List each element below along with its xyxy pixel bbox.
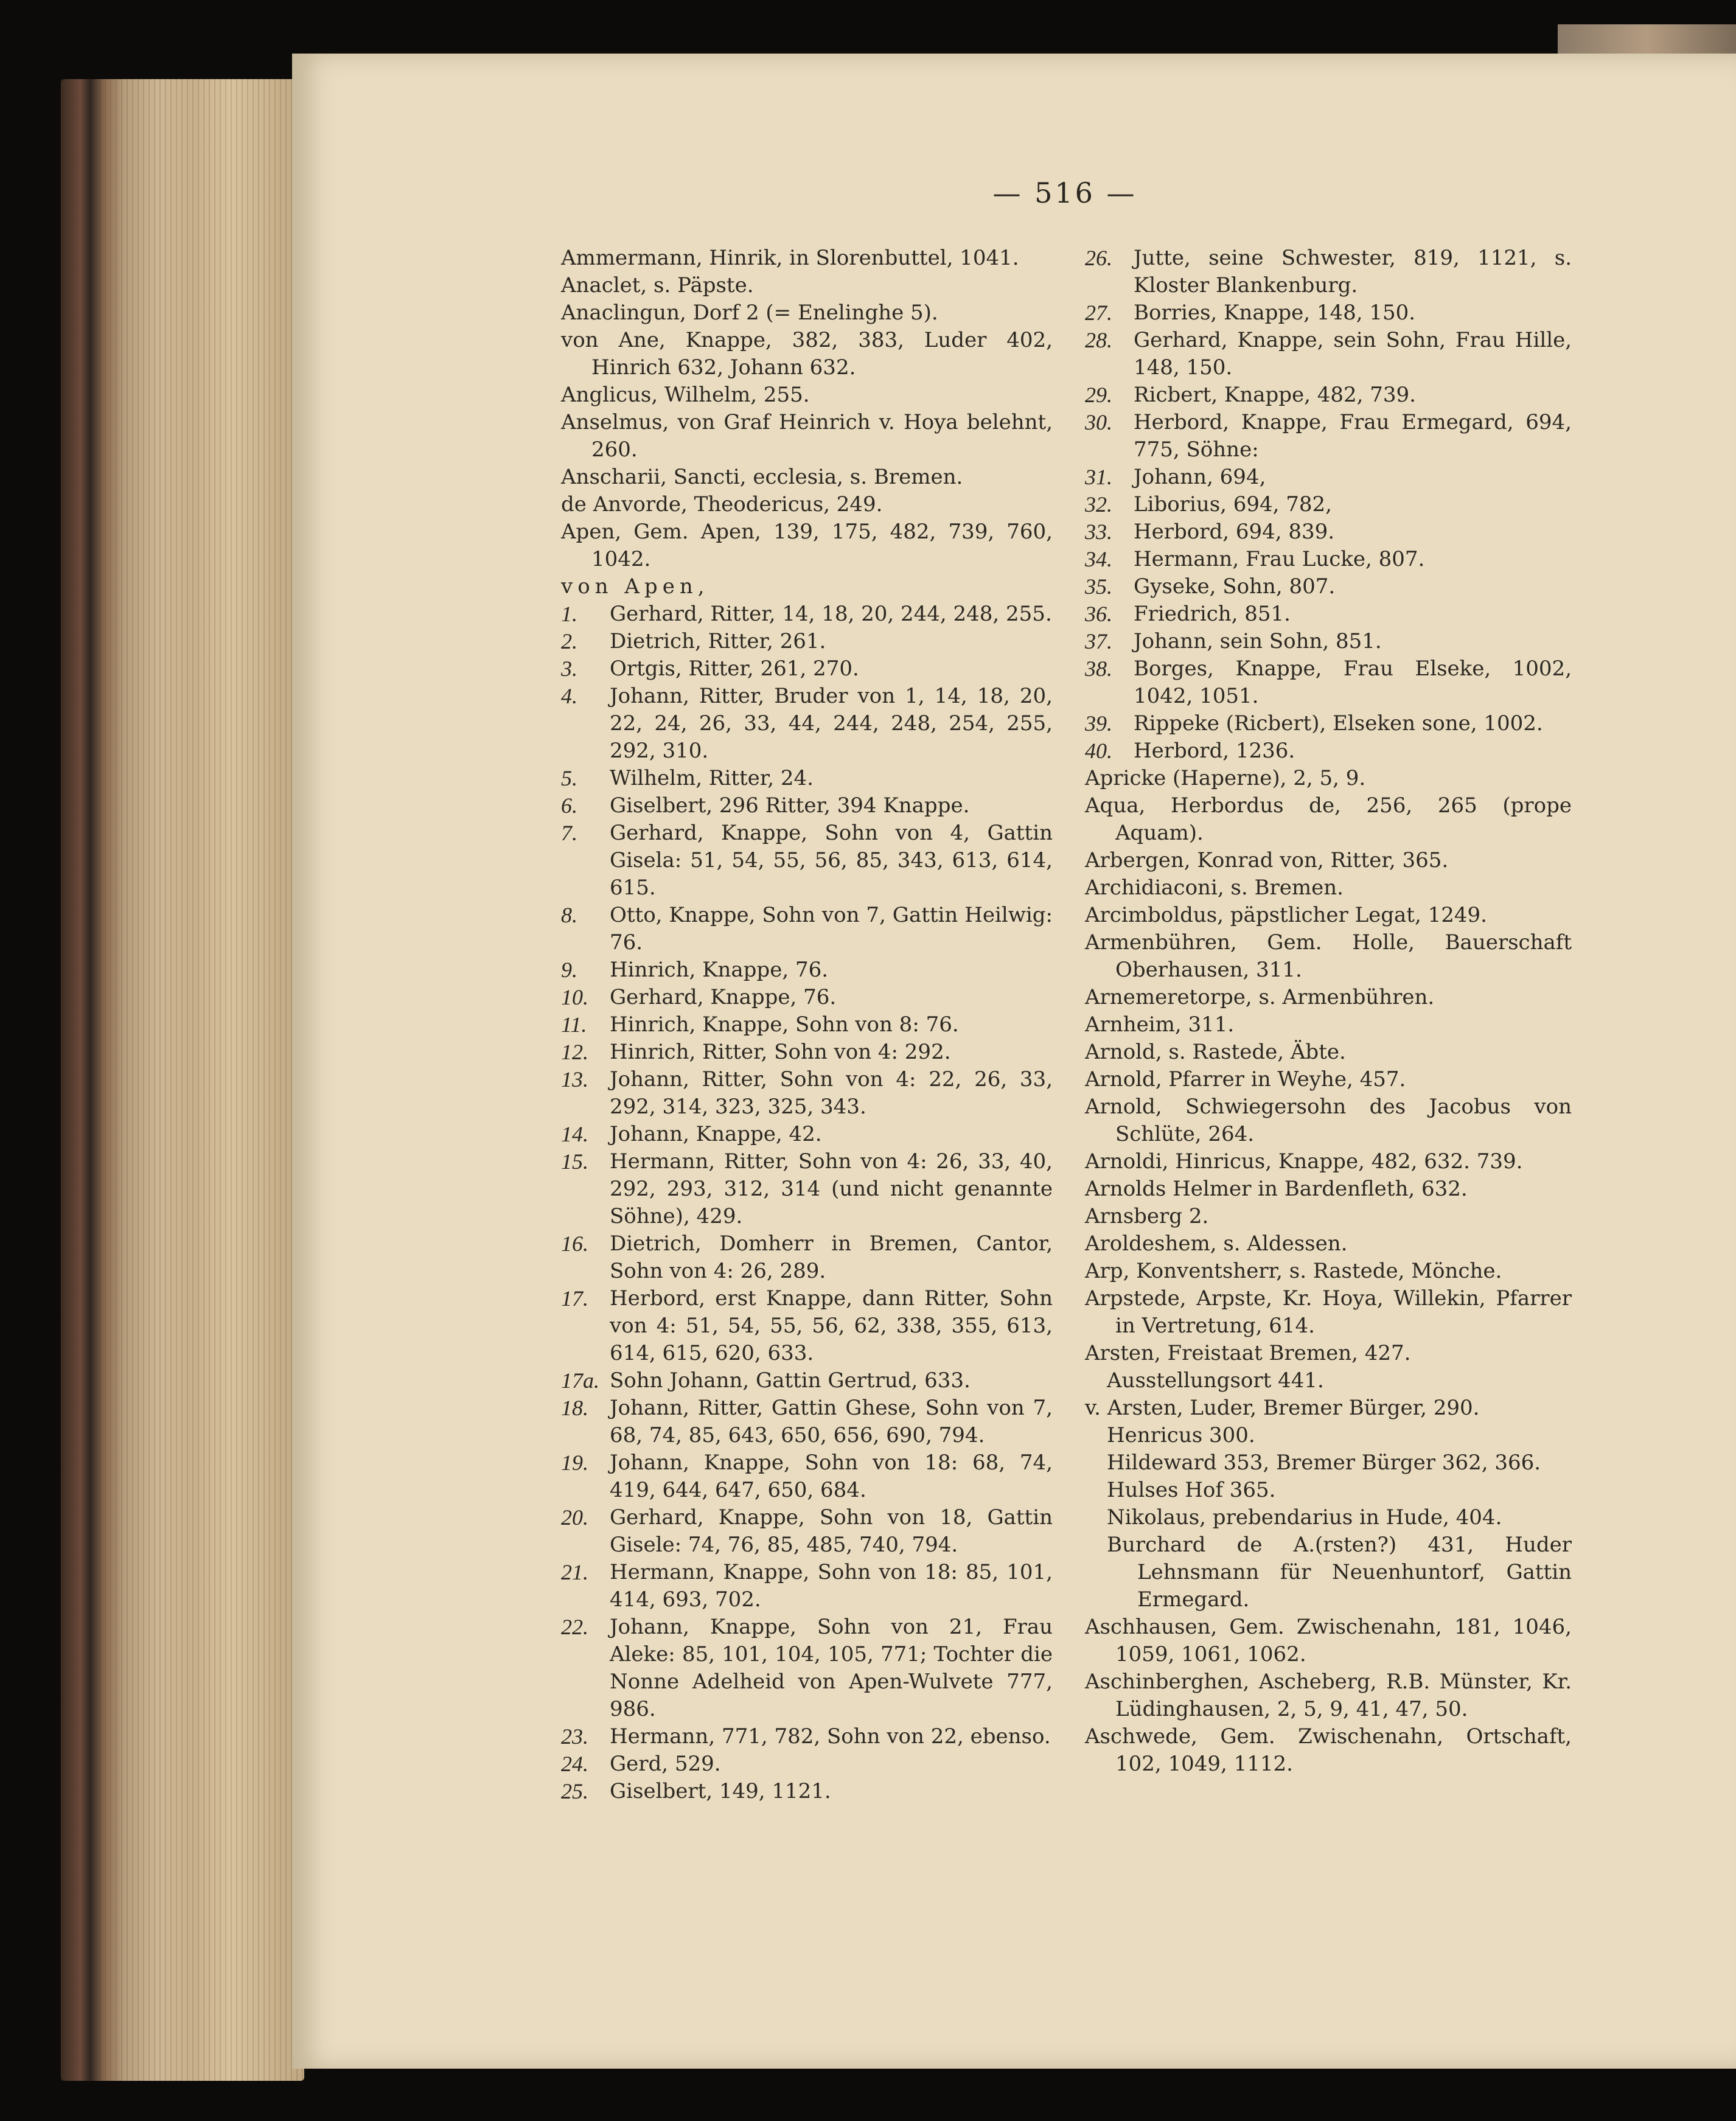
index-entry: Aschwede, Gem. Zwischenahn, Ortschaft, 102, 1049, 1112. — [1085, 1724, 1572, 1776]
entry-number: 39. — [1085, 711, 1112, 736]
numbered-index-entry — [561, 1778, 1053, 1805]
numbered-index-entry — [561, 1011, 1053, 1039]
book-page-edges — [61, 79, 304, 2081]
entry-text: Hinrich, Ritter, Sohn von 4: 292. — [610, 1040, 951, 1064]
entry-number: 21. — [561, 1560, 588, 1584]
entry-text: Johann, Ritter, Bruder von 1, 14, 18, 20, 22, 24, 26, 33, 44, 244, 248, 254, 255, 292, 310. — [610, 684, 1053, 763]
entry-number: 12. — [561, 1040, 588, 1064]
index-entry: Burchard de A.(rsten?) 431, Huder Lehnsmann für Neuenhuntorf, Gattin Ermegard. — [1107, 1533, 1572, 1612]
entry-number: 29. — [1085, 383, 1112, 407]
index-entry: Arnolds Helmer in Bardenfleth, 632. — [1085, 1177, 1468, 1201]
entry-text: Hermann, Frau Lucke, 807. — [1134, 547, 1425, 571]
entry-text: Borges, Knappe, Frau Elseke, 1002, 1042, 1051. — [1134, 656, 1572, 708]
entry-number: 27. — [1085, 301, 1112, 325]
entry-text: Liborius, 694, 782, — [1134, 492, 1332, 517]
numbered-index-entry — [561, 1367, 1053, 1395]
entry-number: 6. — [561, 793, 577, 818]
entry-text: Hermann, 771, 782, Sohn von 22, ebenso. — [610, 1724, 1051, 1749]
index-entry: Ammermann, Hinrik, in Slorenbuttel, 1041. — [561, 246, 1019, 270]
index-entry: Hildeward 353, Bremer Bürger 362, 366. — [1107, 1451, 1541, 1475]
index-entry: Anaclet, s. Päpste. — [561, 273, 754, 298]
numbered-index-entry — [561, 1559, 1053, 1614]
entry-number: 35. — [1085, 574, 1112, 599]
index-entry: Hulses Hof 365. — [1107, 1478, 1276, 1502]
entry-text: Gerhard, Knappe, Sohn von 18, Gattin Gisele: 74, 76, 85, 485, 740, 794. — [610, 1505, 1053, 1557]
entry-number: 20. — [561, 1505, 588, 1530]
index-entry: Arnoldi, Hinricus, Knappe, 482, 632. 739. — [1085, 1149, 1523, 1174]
entry-number: 11. — [561, 1012, 587, 1037]
numbered-index-entry — [561, 1039, 1053, 1066]
numbered-index-entry — [561, 792, 1053, 820]
entry-number: 30. — [1085, 410, 1112, 434]
index-entry: Arnold, s. Rastede, Äbte. — [1085, 1040, 1346, 1064]
index-entry: Aschinberghen, Ascheberg, R.B. Münster, Kr. Lüdinghausen, 2, 5, 9, 41, 47, 50. — [1085, 1670, 1572, 1721]
entry-number: 4. — [561, 684, 577, 708]
index-entry: Arnemeretorpe, s. Armenbühren. — [1085, 985, 1435, 1009]
numbered-index-entry — [561, 984, 1053, 1011]
entry-number: 14. — [561, 1122, 588, 1146]
entry-number: 31. — [1085, 465, 1112, 489]
numbered-index-entry — [1085, 245, 1572, 299]
index-entry: Nikolaus, prebendarius in Hude, 404. — [1107, 1505, 1502, 1530]
numbered-index-entry — [1085, 655, 1572, 710]
numbered-index-entry — [561, 956, 1053, 984]
entry-number: 24. — [561, 1752, 588, 1776]
numbered-index-entry — [561, 1285, 1053, 1367]
index-entry: Arpstede, Arpste, Kr. Hoya, Willekin, Pfarrer in Vertretung, 614. — [1085, 1286, 1572, 1338]
index-entry: Arcimboldus, päpstlicher Legat, 1249. — [1085, 903, 1487, 927]
entry-number: 10. — [561, 985, 588, 1009]
numbered-index-entry — [561, 1614, 1053, 1723]
entry-number: 28. — [1085, 328, 1112, 352]
numbered-index-entry — [561, 902, 1053, 956]
numbered-index-entry — [561, 1066, 1053, 1121]
entry-text: Gerhard, Knappe, sein Sohn, Frau Hille, 148, 150. — [1134, 328, 1572, 380]
entry-text: Dietrich, Domherr in Bremen, Cantor, Sohn von 4: 26, 289. — [610, 1231, 1053, 1283]
entry-text: Johann, Knappe, Sohn von 21, Frau Aleke: 85, 101, 104, 105, 771; Tochter die Nonne Adelheid von Apen-Wulvete 777, 986. — [610, 1615, 1053, 1721]
numbered-index-entry — [561, 765, 1053, 792]
index-entry: Anaclingun, Dorf 2 (= Enelinghe 5). — [561, 301, 938, 325]
entry-text: Herbord, Knappe, Frau Ermegard, 694, 775, Söhne: — [1134, 410, 1572, 462]
numbered-index-entry — [1085, 409, 1572, 464]
numbered-index-entry — [1085, 628, 1572, 655]
index-entry: von Ane, Knappe, 382, 383, Luder 402, Hinrich 632, Johann 632. — [561, 328, 1053, 380]
index-entry: de Anvorde, Theodericus, 249. — [561, 492, 883, 517]
entry-text: Ortgis, Ritter, 261, 270. — [610, 656, 859, 681]
entry-text: Herbord, erst Knappe, dann Ritter, Sohn von 4: 51, 54, 55, 56, 62, 338, 355, 613, 614, 615, 620, 633. — [610, 1286, 1053, 1365]
entry-number: 19. — [561, 1451, 588, 1475]
entry-text: Herbord, 1236. — [1134, 739, 1295, 763]
numbered-index-entry — [561, 628, 1053, 655]
index-entry: Apen, Gem. Apen, 139, 175, 482, 739, 760, 1042. — [561, 520, 1053, 571]
entry-text: Borries, Knappe, 148, 150. — [1134, 301, 1416, 325]
entry-text: Rippeke (Ricbert), Elseken sone, 1002. — [1134, 711, 1543, 736]
index-entry: Arnold, Schwiegersohn des Jacobus von Schlüte, 264. — [1085, 1095, 1572, 1146]
entry-number: 22. — [561, 1615, 588, 1639]
index-entry: Arnheim, 311. — [1085, 1012, 1235, 1037]
left-index-column — [561, 245, 1053, 1805]
entry-text: Otto, Knappe, Sohn von 7, Gattin Heilwig: 76. — [610, 903, 1053, 955]
numbered-index-entry — [1085, 546, 1572, 573]
entry-number: 17a. — [561, 1368, 599, 1393]
entry-number: 7. — [561, 821, 577, 845]
entry-number: 13. — [561, 1067, 588, 1092]
index-entry: Archidiaconi, s. Bremen. — [1085, 876, 1344, 900]
entry-number: 8. — [561, 903, 577, 927]
numbered-index-entry — [1085, 737, 1572, 765]
entry-text: Giselbert, 149, 1121. — [610, 1779, 831, 1803]
entry-text: Wilhelm, Ritter, 24. — [610, 766, 814, 790]
index-entry: Arsten, Freistaat Bremen, 427. — [1085, 1341, 1411, 1365]
numbered-index-entry — [1085, 518, 1572, 546]
entry-number: 25. — [561, 1779, 588, 1803]
entry-text: Gerd, 529. — [610, 1752, 721, 1776]
entry-number: 3. — [561, 656, 577, 681]
entry-number: 38. — [1085, 656, 1112, 681]
entry-text: Hinrich, Knappe, 76. — [610, 958, 829, 982]
numbered-index-entry — [561, 1449, 1053, 1504]
numbered-index-entry — [561, 655, 1053, 683]
entry-number: 32. — [1085, 492, 1112, 517]
numbered-index-entry — [1085, 573, 1572, 601]
entry-number: 1. — [561, 602, 577, 626]
numbered-index-entry — [1085, 327, 1572, 381]
entry-number: 9. — [561, 958, 577, 982]
entry-text: Hermann, Ritter, Sohn von 4: 26, 33, 40, 292, 293, 312, 314 (und nicht genannte Söhne), 429. — [610, 1149, 1053, 1228]
numbered-index-entry — [1085, 464, 1572, 491]
index-entry: Arnsberg 2. — [1085, 1204, 1209, 1228]
entry-text: Dietrich, Ritter, 261. — [610, 629, 826, 653]
entry-number: 23. — [561, 1724, 588, 1749]
entry-text: Ricbert, Knappe, 482, 739. — [1134, 383, 1416, 407]
numbered-index-entry — [561, 1230, 1053, 1285]
numbered-index-entry — [1085, 710, 1572, 737]
entry-text: Johann, Ritter, Gattin Ghese, Sohn von 7, 68, 74, 85, 643, 650, 656, 690, 794. — [610, 1396, 1053, 1447]
entry-text: Johann, Ritter, Sohn von 4: 22, 26, 33, 292, 314, 323, 325, 343. — [610, 1067, 1053, 1119]
numbered-index-entry — [561, 683, 1053, 765]
numbered-index-entry — [1085, 491, 1572, 518]
index-entry: von Apen, — [561, 574, 709, 599]
entry-text: Gerhard, Ritter, 14, 18, 20, 244, 248, 255. — [610, 602, 1052, 626]
entry-number: 15. — [561, 1149, 588, 1174]
entry-text: Sohn Johann, Gattin Gertrud, 633. — [610, 1368, 971, 1393]
numbered-index-entry — [561, 1723, 1053, 1750]
index-entry: Anselmus, von Graf Heinrich v. Hoya belehnt, 260. — [561, 410, 1053, 462]
numbered-index-entry — [561, 1148, 1053, 1230]
numbered-index-entry — [561, 1395, 1053, 1449]
entry-text: Gerhard, Knappe, Sohn von 4, Gattin Gisela: 51, 54, 55, 56, 85, 343, 613, 614, 615. — [610, 821, 1053, 900]
entry-text: Johann, 694, — [1134, 465, 1266, 489]
entry-number: 37. — [1085, 629, 1112, 653]
index-entry: Aschhausen, Gem. Zwischenahn, 181, 1046, 1059, 1061, 1062. — [1085, 1615, 1572, 1666]
entry-number: 17. — [561, 1286, 588, 1311]
entry-text: Johann, Knappe, Sohn von 18: 68, 74, 419, 644, 647, 650, 684. — [610, 1451, 1053, 1502]
numbered-index-entry — [1085, 299, 1572, 327]
entry-number: 2. — [561, 629, 577, 653]
numbered-index-entry — [561, 1750, 1053, 1778]
entry-number: 5. — [561, 766, 577, 790]
entry-text: Giselbert, 296 Ritter, 394 Knappe. — [610, 793, 970, 818]
index-entry: v. Arsten, Luder, Bremer Bürger, 290. — [1085, 1396, 1480, 1420]
entry-text: Johann, Knappe, 42. — [610, 1122, 822, 1146]
entry-number: 16. — [561, 1231, 588, 1256]
entry-text: Herbord, 694, 839. — [1134, 520, 1335, 544]
entry-number: 34. — [1085, 547, 1112, 571]
index-entry: Arnold, Pfarrer in Weyhe, 457. — [1085, 1067, 1406, 1092]
numbered-index-entry — [1085, 601, 1572, 628]
entry-text: Gyseke, Sohn, 807. — [1134, 574, 1336, 599]
numbered-index-entry — [561, 601, 1053, 628]
right-index-column — [1085, 245, 1572, 1778]
index-entry: Ausstellungsort 441. — [1107, 1368, 1324, 1393]
numbered-index-entry — [561, 1121, 1053, 1148]
entry-number: 26. — [1085, 246, 1112, 270]
entry-text: Hinrich, Knappe, Sohn von 8: 76. — [610, 1012, 959, 1037]
entry-number: 36. — [1085, 602, 1112, 626]
entry-text: Gerhard, Knappe, 76. — [610, 985, 837, 1009]
index-entry: Armenbühren, Gem. Holle, Bauerschaft Oberhausen, 311. — [1085, 930, 1572, 982]
entry-number: 40. — [1085, 739, 1112, 763]
index-entry: Aroldeshem, s. Aldessen. — [1085, 1231, 1348, 1256]
entry-text: Johann, sein Sohn, 851. — [1134, 629, 1382, 653]
numbered-index-entry — [561, 1504, 1053, 1559]
index-entry: Henricus 300. — [1107, 1423, 1255, 1447]
index-entry: Arp, Konventsherr, s. Rastede, Mönche. — [1085, 1259, 1502, 1283]
index-entry: Anscharii, Sancti, ecclesia, s. Bremen. — [561, 465, 963, 489]
entry-text: Hermann, Knappe, Sohn von 18: 85, 101, 414, 693, 702. — [610, 1560, 1053, 1612]
entry-number: 33. — [1085, 520, 1112, 544]
numbered-index-entry — [1085, 381, 1572, 409]
index-entry: Aqua, Herbordus de, 256, 265 (prope Aquam). — [1085, 793, 1572, 845]
numbered-index-entry — [561, 820, 1053, 902]
entry-number: 18. — [561, 1396, 588, 1420]
index-entry: Anglicus, Wilhelm, 255. — [561, 383, 810, 407]
page-number: — 516 — — [992, 176, 1137, 209]
index-entry: Apricke (Haperne), 2, 5, 9. — [1085, 766, 1366, 790]
index-entry: Arbergen, Konrad von, Ritter, 365. — [1085, 848, 1449, 872]
entry-text: Friedrich, 851. — [1134, 602, 1291, 626]
entry-text: Jutte, seine Schwester, 819, 1121, s. Kloster Blankenburg. — [1134, 246, 1572, 298]
